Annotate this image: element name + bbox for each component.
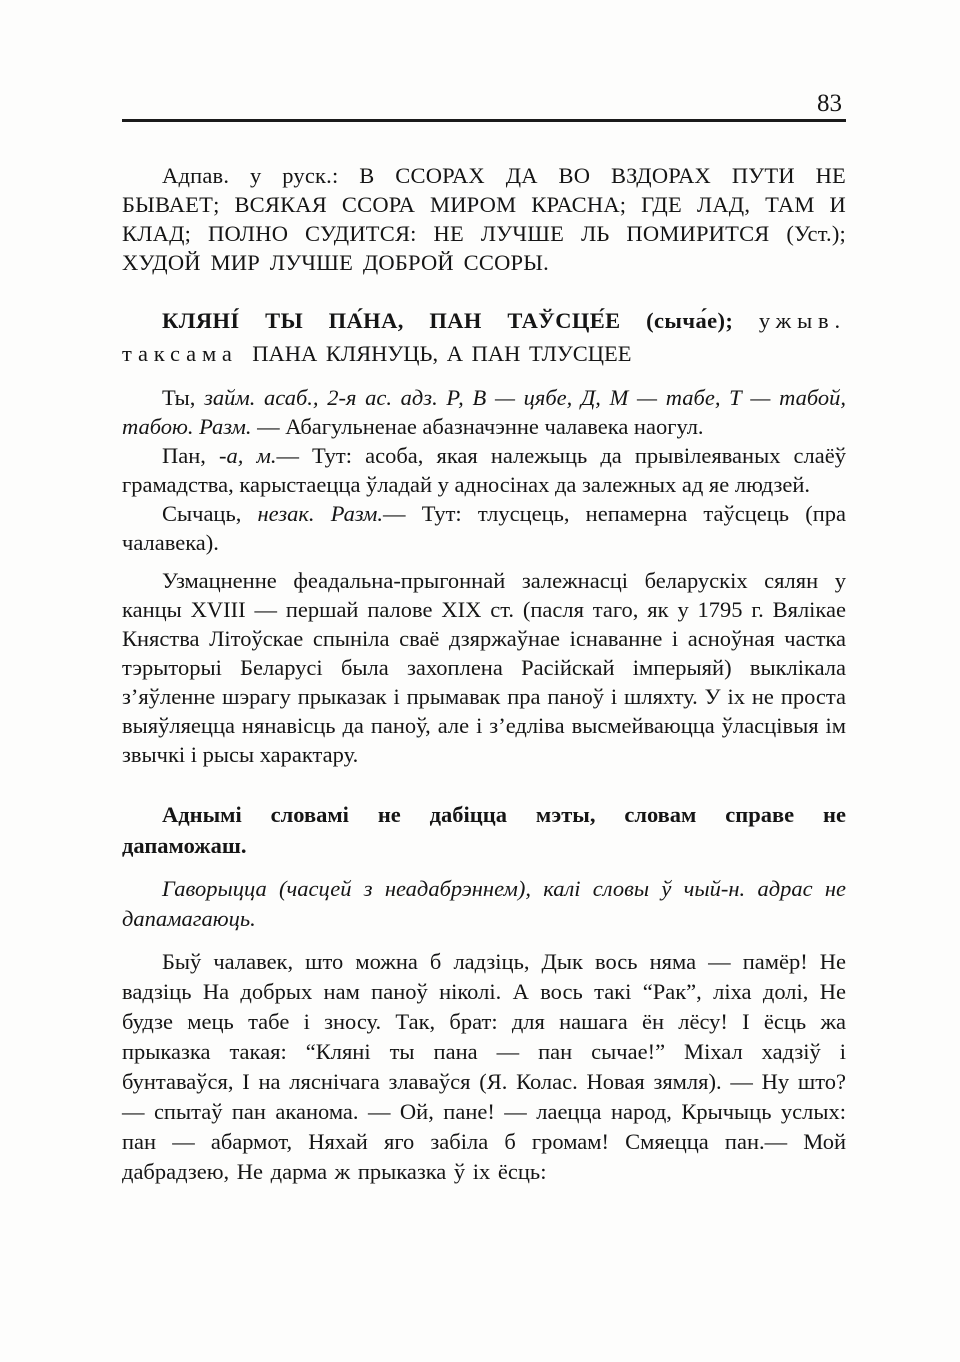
usage-note-label: ужыв. таксама	[122, 308, 846, 366]
gloss-sychac	[122, 499, 846, 557]
gloss-pan-grammar: -а, м.	[219, 443, 277, 468]
entry-headline-adnymi-slovami: Аднымі словамі не дабіцца мэты, словам справе не дапаможаш.	[122, 802, 846, 858]
paragraph-usage-adnymi: Гаворыцца (часцей з неадабрэннем), калі словы ў чый-н. адрас не дапамагаюць.	[122, 876, 846, 931]
russian-note-lead: Адпав. у руск.:	[162, 163, 360, 188]
headword-variant: ПАНА КЛЯНУЦЬ, А ПАН ТЛУСЦЕЕ	[252, 341, 632, 366]
entry-headline-klani-ty-pana	[122, 304, 846, 370]
header-rule	[122, 119, 846, 122]
gloss-ty-definition: — Абагульненае абазначэнне чалавека наогул.	[251, 414, 704, 439]
gloss-ty	[122, 383, 846, 441]
gloss-pan-word: Пан,	[162, 443, 219, 468]
gloss-pan-definition: — Тут: асоба, якая належыць да прывілеяваных слаёў грамадства, карыстаецца ўладай у адносінах да залежных ад яе людзей.	[122, 443, 846, 497]
page-number: 83	[817, 90, 842, 117]
gloss-pan	[122, 441, 846, 499]
gloss-sychac-definition: — Тут: тлусцець, непамерна таўсцець (пра чалавека).	[122, 501, 846, 555]
paragraph-historical-commentary: Узмацненне феадальна-прыгоннай залежнасці беларускіх сялян у канцы XVIII — першай палове XIX ст. (пасля таго, як у 1795 г. Вялікае Княства Літоўскае спыніла сваё дзяржаўнае існаванне і асноўная частка тэрыторыі Беларусі была захоплена Расійскай імперыяй) выклікала з’яўленне шэрагу прыказак і прымавак пра паноў і шляхту. У іх не проста выяўляецца нянавісць да паноў, але і з’едліва высмейваюцца ўласцівыя ім звычкі і рысы характару.	[122, 568, 846, 767]
gloss-ty-word: Ты,	[162, 385, 205, 410]
gloss-sychac-grammar: незак. Разм.	[257, 501, 384, 526]
headword-main: КЛЯНІ́ ТЫ ПА́НА, ПАН ТАЎСЦЕ́Е (сыча́е);	[162, 308, 759, 333]
russian-note-proverbs: В ССОРАХ ДА ВО ВЗДОРАХ ПУТИ НЕ БЫВАЕТ; ВСЯКАЯ ССОРА МИРОМ КРАСНА; ГДЕ ЛАД, ТАМ И КЛАД; ПОЛНО СУДИТСЯ: НЕ ЛУЧШЕ ЛЬ ПОМИРИТСЯ (Уст.); ХУДОЙ МИР ЛУЧШЕ ДОБРОЙ ССОРЫ.	[122, 163, 846, 275]
paragraph-example-kolas-quote: Быў чалавек, што можна б ладзіць, Дык вось няма — памёр! Не вадзіць На добрых нам паноў ніколі. А вось такі “Рак”, ліха долі, Не будзе мець табе і зносу. Так, брат: для нашага ён лёсу! І ёсць жа прыказка такая: “Кляні ты пана — пан сычае!” Міхал хадзіў і бунтаваўся, І на ляснічага злаваўся (Я. Колас. Новая зямля). — Ну што? — спытаў пан аканома. — Ой, пане! — лаецца народ, Крычыць услых: пан — абармот, Няхай яго забіла б громам! Смяецца пан.— Мой дабрадзею, Не дарма ж прыказка ў іх ёсць:	[122, 949, 846, 1184]
page-content	[122, 148, 846, 1187]
gloss-sychac-word: Сычаць,	[162, 501, 258, 526]
paragraph-russian-equivalents	[122, 161, 846, 277]
page-header	[122, 90, 846, 122]
gloss-ty-grammar: займ. асаб., 2-я ас. адз. Р, В — цябе, Д, М — табе, Т — табой, табою. Разм.	[122, 385, 847, 439]
